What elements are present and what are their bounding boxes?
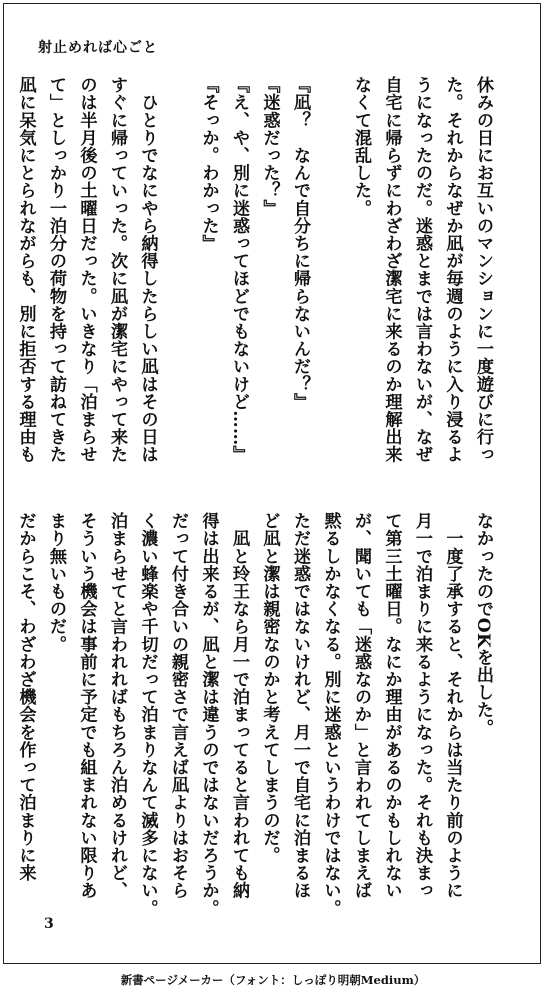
text-line: だからこそ、わざわざ機会を作って泊まりに来 [15, 512, 36, 882]
text-line [163, 76, 194, 476]
text-line: 黙るしかなくなる。別に迷惑というわけではない。 [320, 512, 341, 917]
text-line: すぐに帰っていった。次に凪が潔宅にやって来た [107, 76, 127, 464]
text-line: のは半月後の土曜日だった。いきなり「泊まらせ [76, 76, 97, 464]
text-line: た。それからなぜか凪が毎週のように入り浸るよ [442, 76, 463, 464]
text-line: て」としっかり一泊分の荷物を持って訪ねてきた [46, 76, 66, 464]
text-line: 凪に呆気にとられながらも、別に拒否する理由も [15, 76, 36, 464]
text-line: 月一で泊まりに来るようになった。それも決まっ [412, 512, 432, 900]
text-line: なくて混乱した。 [351, 76, 371, 217]
text-line: ど凪と潔は親密なのかと考えてしまうのだ。 [259, 512, 280, 864]
text-line: うになったのだ。迷惑とまでは言わないが、なぜ [412, 76, 432, 464]
text-line: だって付き合いの親密さで言えば凪よりはおそら [168, 512, 188, 900]
page-number: 3 [44, 916, 54, 932]
text-line: 自宅に帰らずにわざわざ潔宅に来るのか理解出来 [381, 76, 402, 464]
text-line: そういう機会は事前に予定でも組まれない限りあ [76, 512, 97, 900]
text-line: 一度了承すると、それからは当たり前のように [442, 512, 463, 900]
text-line: 凪と玲王なら月一で泊まってると言われても納 [229, 512, 249, 900]
text-line: まり無いものだ。 [46, 512, 66, 653]
text-line: 『そっか。わかった』 [198, 76, 219, 252]
text-line: て第三土曜日。なにか理由があるのかもしれない [381, 512, 402, 900]
upper-text-block [10, 76, 498, 476]
text-line: 『え、や、別に迷惑ってほどでもないけど……』 [229, 76, 249, 464]
text-line [315, 76, 346, 476]
text-line: 得は出来るが、凪と潔は違うのではないだろうか。 [198, 512, 219, 917]
footer-caption: 新書ページメーカー（フォント：しっぽり明朝Medium） [120, 973, 426, 987]
text-line: ひとりでなにやら納得したらしい凪はその日は [137, 76, 158, 464]
text-line: ただ迷惑ではないけれど、月一で自宅に泊まるほ [290, 512, 310, 900]
text-line: 休みの日にお互いのマンションに一度遊びに行っ [473, 76, 493, 464]
text-line: く濃い蜂楽や千切だって泊まりなんて滅多にない。 [137, 512, 158, 917]
text-line: 『凪？ なんで自分ちに帰らないんだ？』 [290, 76, 310, 411]
text-line: 『迷惑だった？』 [259, 76, 280, 217]
running-title: 射止めれば心ごと [38, 40, 158, 56]
lower-text-block [10, 512, 498, 917]
text-line: なかったのでOKを出した。 [473, 512, 493, 737]
page-frame [3, 3, 541, 964]
text-line: 泊まらせてと言われればもちろん泊めるけれど、 [107, 512, 127, 900]
text-line: が、聞いても「迷惑なのか」と言われてしまえば [351, 512, 371, 900]
